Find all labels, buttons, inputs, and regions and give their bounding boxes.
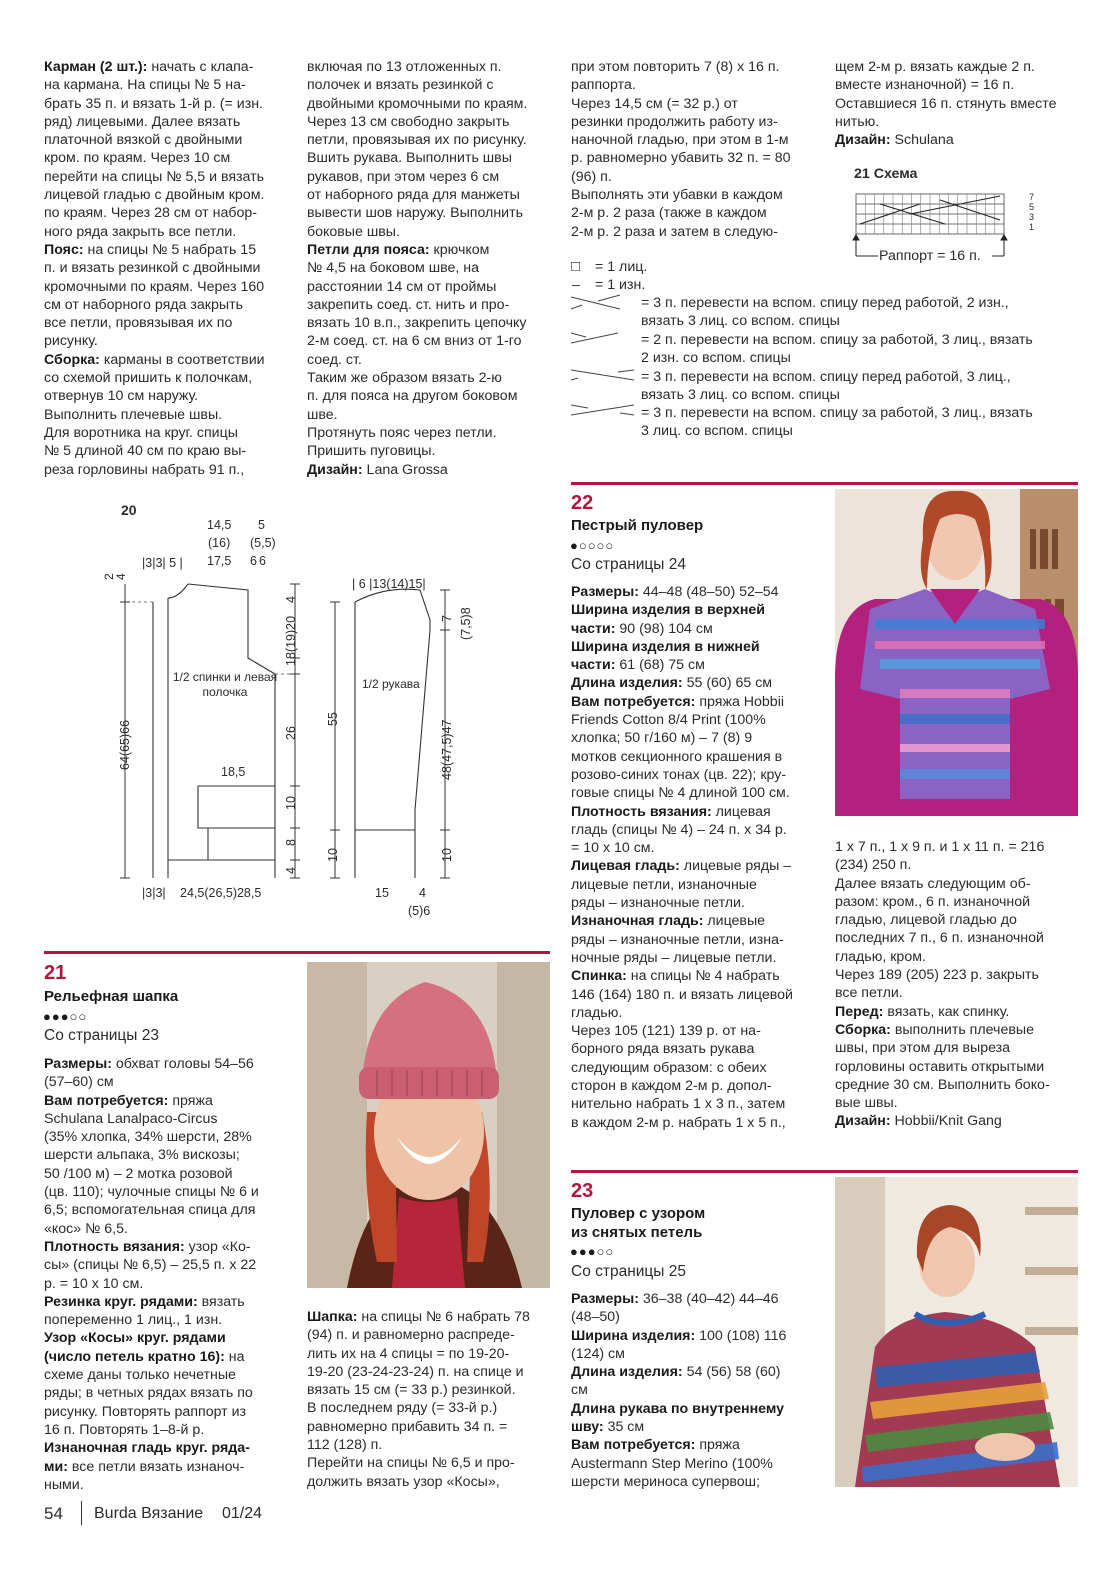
diagram-20-right-4b: 4 [284, 867, 298, 874]
diagram-20-right-4: 4 [284, 596, 298, 603]
paragraph-heading: Петли для пояса: [307, 241, 430, 258]
section-22-title: Пестрый пуловер [571, 517, 704, 534]
diagram-20-right-18: 18(19)20 [284, 615, 298, 666]
footer-divider [81, 1501, 82, 1525]
paragraph-text: при этом повторить 7 (8) х 16 п. раппорта. Через 14,5 см (= 32 р.) от резинки продолжить работу из- наночной гладью, при этом в 1-м р. равномерно убавить 32 п. = 80 (96) п. Выполнять эти убавки в каждом 2-м р. 2 раза (также в каждом 2-м р. 2 раза и затем в следую- [571, 59, 791, 240]
paragraph [571, 1290, 821, 1327]
legend-text-cable-3: = 3 п. перевести на вспом. спицу перед работой, 3 лиц., вязать 3 лиц. со вспом. спицы [641, 369, 1011, 404]
paragraph-heading: Резинка круг. рядами: [44, 1293, 198, 1310]
legend-text-knit: = 1 лиц. [595, 259, 648, 275]
chart-21-row-7: 7 [1029, 192, 1035, 202]
diagram-20-sleeve-label: 1/2 рукава [362, 677, 420, 691]
footer-page-number: 54 [44, 1504, 63, 1523]
paragraph-heading: Вам потребуется: [44, 1092, 169, 1109]
paragraph-text: 61 (68) 75 см [615, 657, 705, 674]
col2-top-text [307, 58, 557, 479]
paragraph [571, 803, 821, 858]
paragraph-text: лицевая гладь (спицы № 4) – 24 п. х 34 р. = 10 х 10 см. [571, 803, 787, 857]
legend-sym-purl: – [572, 277, 580, 293]
paragraph-heading: Ширина изделия: [571, 1327, 696, 1344]
paragraph-heading: Ширина изделия в нижней части: [571, 638, 760, 674]
paragraph-text: вязать, как спинку. [883, 1003, 1010, 1020]
paragraph-heading: Вам потребуется: [571, 693, 696, 710]
section-23-number: 23 [571, 1180, 594, 1202]
paragraph-text: на спицы № 4 набрать 146 (164) 180 п. и вязать лицевой гладью. Через 105 (121) 139 р. от на- борного ряда вязать рукава следующим образом: с обеих сторон в каждом 2-м р. допол- нительно набрать 1 х 3 п., затем в каждом 2-м р. набрать 1 х 5 п., [571, 968, 793, 1131]
diagram-20-top-a3: 17,5 [207, 554, 232, 568]
diagram-20-sleeve-bottom-b: 4 [419, 886, 426, 900]
col1-top-text [44, 58, 294, 479]
diagram-20-left-top: 2 4 [102, 573, 128, 580]
paragraph-text: 1 х 7 п., 1 х 9 п. и 1 х 11 п. = 216 (234) 250 п. Далее вязать следующим об- разом: кром., 6 п. изнаночной гладью, лицевой гладью до последних 7 п., 6 п. изнаночной гладью, кром. Через 189 (205) 223 р. закрыть все петли. [835, 839, 1045, 1002]
paragraph-text: Lana Grossa [362, 461, 448, 478]
paragraph-text: 90 (98) 104 см [615, 620, 713, 637]
chart-21-rapport: Раппорт = 16 п. [879, 248, 981, 264]
chart-21-row-5: 5 [1029, 202, 1035, 212]
paragraph-heading: Изнаночная гладь круг. рядa- ми: [44, 1440, 250, 1475]
paragraph-text: 100 (108) 116 (124) см [571, 1327, 787, 1362]
col3-top-text [571, 58, 821, 241]
paragraph-text: щем 2-м р. вязать каждые 2 п. вместе изнаночной) = 16 п. Оставшиеся 16 п. стянуть вместе нитью. [835, 59, 1057, 130]
section-22-rule [571, 482, 1078, 485]
paragraph [571, 674, 821, 692]
paragraph [571, 1436, 821, 1491]
section-22-from-page: Со страницы 24 [571, 556, 686, 573]
paragraph-text: начать с клапа- на кармана. На спицы № 5 на- брать 35 п. и вязать 1-й р. (= изн. ряд) лицевыми. Далее вязать платочной вязкой с двойными кром. по краям. Через 10 см перейти на спицы № 5,5 и вязать лицевой гладью с двойным кром. по краям. Через 28 см от набор- ного ряда закрыть все петли. [44, 59, 265, 240]
paragraph-text: на схеме даны только нечетные ряды; в четных рядах вязать по рисунку. Повторять раппорт из 16 п. Повторять 1–8-й р. [44, 1348, 253, 1438]
diagram-20-body-label: 1/2 спинки и левая полочка [172, 670, 278, 699]
paragraph-heading: Дизайн: [835, 1113, 891, 1130]
section-23-col1 [571, 1290, 821, 1491]
paragraph-text: на спицы № 6 набрать 78 (94) п. и равномерно распреде- лить их на 4 спицы = по 19-20- 19-20 (23-24-23-24) п. на спице и вязать 15 см (= 33 р.) резинкой. В последнем ряду (= 33-й р.) равномерно прибавить 34 п. = 112 (128) п. Перейти на спицы № 6,5 и про- должить вязать узор «Косы», [307, 1309, 530, 1490]
paragraph-text: Schulana [890, 132, 954, 149]
section-21-number: 21 [44, 962, 67, 984]
paragraph-heading: Перед: [835, 1003, 884, 1020]
paragraph-text: на спицы № 5 набрать 15 п. и вязать резинкой с двойными кромочными по краям. Через 160 см от наборного ряда закрыть все петли, провязывая их по рисунку. [44, 241, 265, 350]
paragraph-text: пряжа Hobbii Friends Cotton 8/4 Print (100% хлопка; 50 г/160 м) – 7 (8) 9 мотков секционного крашения в розово-синих тонах (цв. 22); кру- говые спицы № 4 длиной 100 см. [571, 693, 790, 802]
paragraph-heading: Сборка: [44, 351, 100, 368]
footer-magazine: Burda Вязание [94, 1505, 204, 1522]
section-21-title: Рельефная шапка [44, 988, 179, 1005]
diagram-20-right-10: 10 [284, 796, 298, 810]
paragraph [835, 1003, 1085, 1021]
diagram-20-pattern [100, 510, 520, 910]
paragraph-text: узор «Ко- сы» (спицы № 6,5) – 25,5 п. х 22 р. = 10 х 10 см. [44, 1238, 257, 1292]
col4-top-text [835, 58, 1085, 149]
paragraph-text: 44–48 (48–50) 52–54 [638, 584, 779, 600]
paragraph-text: пряжа Schulana Lanalpaco-Circus (35% хлопка, 34% шерсти, 28% шерсти альпака, 3% вискозы; 50 /100 м) – 2 мотка розовой (цв. 110); чулочные спицы № 6 и 6,5; вспомогательная спица для «кос» № 6,5. [44, 1092, 259, 1237]
diagram-20-sleeve-bottom-b2: (5)6 [408, 904, 431, 918]
paragraph [307, 1308, 557, 1491]
diagram-20-bottom-width: 24,5(26,5)28,5 [180, 886, 262, 900]
diagram-20-sleeve-left-10: 10 [326, 848, 340, 862]
paragraph-heading: Плотность вязания: [44, 1238, 185, 1255]
paragraph [307, 58, 557, 241]
diagram-20-sleeve-right-top2: (7,5)8 [459, 607, 473, 640]
diagram-20-top-small: |3|3| 5 | [142, 556, 183, 570]
paragraph-text: выполнить плечевые швы, при этом для выреза горловины оставить открытыми средние 30 см. Выполнить боко- вые швы. [835, 1021, 1050, 1112]
paragraph-text: 36–38 (40–42) 44–46 (48–50) [571, 1291, 779, 1326]
paragraph [835, 838, 1085, 1003]
paragraph [835, 1112, 1085, 1130]
diagram-20-top-a: 14,5 [207, 518, 232, 532]
paragraph-text: обхват головы 54–56 (57–60) см [44, 1056, 254, 1091]
paragraph-heading: Ширина изделия в верхней части: [571, 602, 766, 637]
paragraph [571, 638, 821, 675]
diagram-20-sleeve-right: 48(47,5)47 [440, 719, 454, 780]
paragraph-heading: Длина изделия: [571, 675, 683, 692]
paragraph-text: пряжа Austermann Step Merino (100% шерсти мериноса супервош; [571, 1437, 773, 1490]
paragraph-text: крючком № 4,5 на боковом шве, на расстоянии 14 см от проймы закрепить соед. ст. нить и про- вязать 10 в.п., закрепить цепочку 2-м соед. ст. на 6 см вниз от 1-го соед. ст. Таким же образом вязать 2-ю п. для пояса на другом боковом шве. Протянуть пояс через петли. Пришить пуговицы. [307, 241, 527, 460]
footer-issue: 01/24 [222, 1505, 263, 1522]
paragraph-text: Hobbii/Knit Gang [890, 1113, 1002, 1130]
diagram-20-pocket-width: 18,5 [221, 765, 246, 779]
section-21-rule [44, 951, 550, 954]
paragraph [571, 912, 821, 967]
paragraph-heading: Шапка: [307, 1309, 358, 1325]
paragraph-heading: Вам потребуется: [571, 1437, 696, 1454]
diagram-20-sleeve-right-top: 7 [440, 615, 454, 622]
paragraph-text: 54 (56) 58 (60) см [571, 1364, 781, 1399]
section-22-col1 [571, 583, 821, 1132]
paragraph [307, 461, 557, 479]
paragraph [571, 1327, 821, 1364]
paragraph-heading: Размеры: [571, 584, 639, 600]
paragraph-text: лицевые ряды – лицевые петли, изнаночные ряды – изнаночные петли. [571, 858, 792, 912]
paragraph [571, 857, 821, 912]
paragraph [571, 583, 821, 601]
paragraph [44, 1092, 294, 1238]
diagram-20-top-b: 5 [258, 518, 265, 532]
paragraph-heading: Изнаночная гладь: [571, 913, 704, 930]
diagram-20-right-8: 8 [284, 839, 298, 846]
chart-21-title: 21 Схема [854, 166, 918, 182]
paragraph [571, 1400, 821, 1437]
diagram-20-top-b2: (5,5) [250, 536, 276, 550]
legend-text-cable-4: = 3 п. перевести на вспом. спицу за работой, 3 лиц., вязать 3 лиц. со вспом. спицы [641, 405, 1033, 440]
cable-symbols-icon [568, 293, 640, 423]
paragraph [307, 241, 557, 461]
paragraph [44, 241, 294, 351]
legend-text-purl: = 1 изн. [595, 277, 646, 293]
diagram-20-sleeve-bottom: 15 [375, 886, 389, 900]
section-22-difficulty: ●○○○○ [570, 538, 615, 553]
diagram-20-sleeve-left: 55 [326, 712, 340, 726]
paragraph-text: вязать попеременно 1 лиц., 1 изн. [44, 1293, 245, 1329]
paragraph-heading: Спинка: [571, 968, 627, 985]
diagram-20-top-b3-value: 6 [259, 554, 266, 568]
paragraph-heading: Плотность вязания: [571, 803, 712, 820]
paragraph [44, 1439, 294, 1494]
paragraph-text: 55 (60) 65 см [682, 675, 773, 692]
colorful-sweater-photo [835, 489, 1078, 816]
paragraph [835, 58, 1085, 131]
diagram-20-bottom-small: |3|3| [142, 886, 166, 900]
diagram-20-sleeve-top: | 6 |13(14)15| [352, 577, 426, 591]
paragraph-heading: Сборка: [835, 1021, 891, 1038]
paragraph [44, 1293, 294, 1330]
hat-photo [307, 962, 550, 1288]
paragraph [571, 967, 821, 1132]
paragraph-heading: Карман (2 шт.): [44, 59, 148, 75]
paragraph [571, 58, 821, 241]
legend-sym-knit: □ [571, 258, 581, 275]
paragraph-text: все петли вязать изнаноч- ными. [44, 1458, 245, 1493]
paragraph-heading: Длина рукава по внутреннему шву: [571, 1400, 785, 1436]
section-23-title: Пуловер с узором из снятых петель [571, 1205, 706, 1241]
chart-21-row-1: 1 [1029, 222, 1035, 232]
paragraph-heading: Длина изделия: [571, 1364, 683, 1381]
diagram-20-top-a2: (16) [208, 536, 231, 550]
diagram-20-sleeve-right-10: 10 [440, 848, 454, 862]
diagram-20-top-b3: 6 [250, 554, 257, 568]
paragraph-heading: Дизайн: [835, 132, 891, 149]
section-23-difficulty: ●●●○○ [570, 1244, 615, 1259]
paragraph-text: карманы в соответствии со схемой пришить к полочкам, отвернув 10 см наружу. Выполнить плечевые швы. Для воротника на круг. спицы № 5 длиной 40 см по краю вы- реза горловины набрать 91 п., [44, 351, 265, 478]
paragraph-text: 35 см [603, 1419, 645, 1436]
paragraph [44, 1238, 294, 1293]
paragraph [44, 351, 294, 479]
paragraph-heading: Узор «Косы» круг. рядами (число петель кратно 16): [44, 1330, 226, 1365]
paragraph-heading: Дизайн: [307, 461, 363, 478]
paragraph [44, 58, 294, 241]
section-22-number: 22 [571, 492, 594, 514]
section-21-col1 [44, 1055, 294, 1494]
paragraph [835, 131, 1085, 149]
section-21-col2 [307, 1308, 557, 1491]
paragraph [571, 693, 821, 803]
paragraph [44, 1055, 294, 1092]
paragraph-text: лицевые ряды – изнаночные петли, изна- ночные ряды – лицевые петли. [571, 913, 784, 966]
section-23-from-page: Со страницы 25 [571, 1263, 686, 1280]
chart-21-row-3: 3 [1029, 212, 1035, 222]
section-22-col2 [835, 838, 1085, 1131]
paragraph-text: включая по 13 отложенных п. полочек и вязать резинкой с двойными кромочными по краям. Через 13 см свободно закрыть петли, провязывая их по рисунку. Вшить рукава. Выполнить швы рукавов, при этом через 6 см от наборного ряда для манжеты вывести шов наружу. Выполнить боковые швы. [307, 59, 528, 240]
paragraph-heading: Лицевая гладь: [571, 858, 680, 875]
slip-stitch-sweater-photo [835, 1177, 1078, 1487]
paragraph [571, 601, 821, 638]
paragraph-heading: Пояс: [44, 241, 84, 258]
paragraph [44, 1329, 294, 1439]
legend-text-cable-1: = 3 п. перевести на вспом. спицу перед работой, 2 изн., вязать 3 лиц. со вспом. спицы [641, 295, 1009, 330]
paragraph-heading: Размеры: [44, 1056, 112, 1072]
section-21-difficulty: ●●●○○ [43, 1009, 88, 1024]
legend-text-cable-2: = 2 п. перевести на вспом. спицу за работой, 3 лиц., вязать 2 изн. со вспом. спицы [641, 332, 1033, 367]
diagram-20-right-26: 26 [284, 726, 298, 740]
paragraph-heading: Размеры: [571, 1291, 639, 1307]
section-23-rule [571, 1170, 1078, 1173]
diagram-20-left-big: 64(65)66 [118, 719, 132, 770]
section-21-from-page: Со страницы 23 [44, 1027, 159, 1044]
paragraph [835, 1021, 1085, 1112]
diagram-20-number: 20 [121, 502, 137, 518]
paragraph [571, 1363, 821, 1400]
